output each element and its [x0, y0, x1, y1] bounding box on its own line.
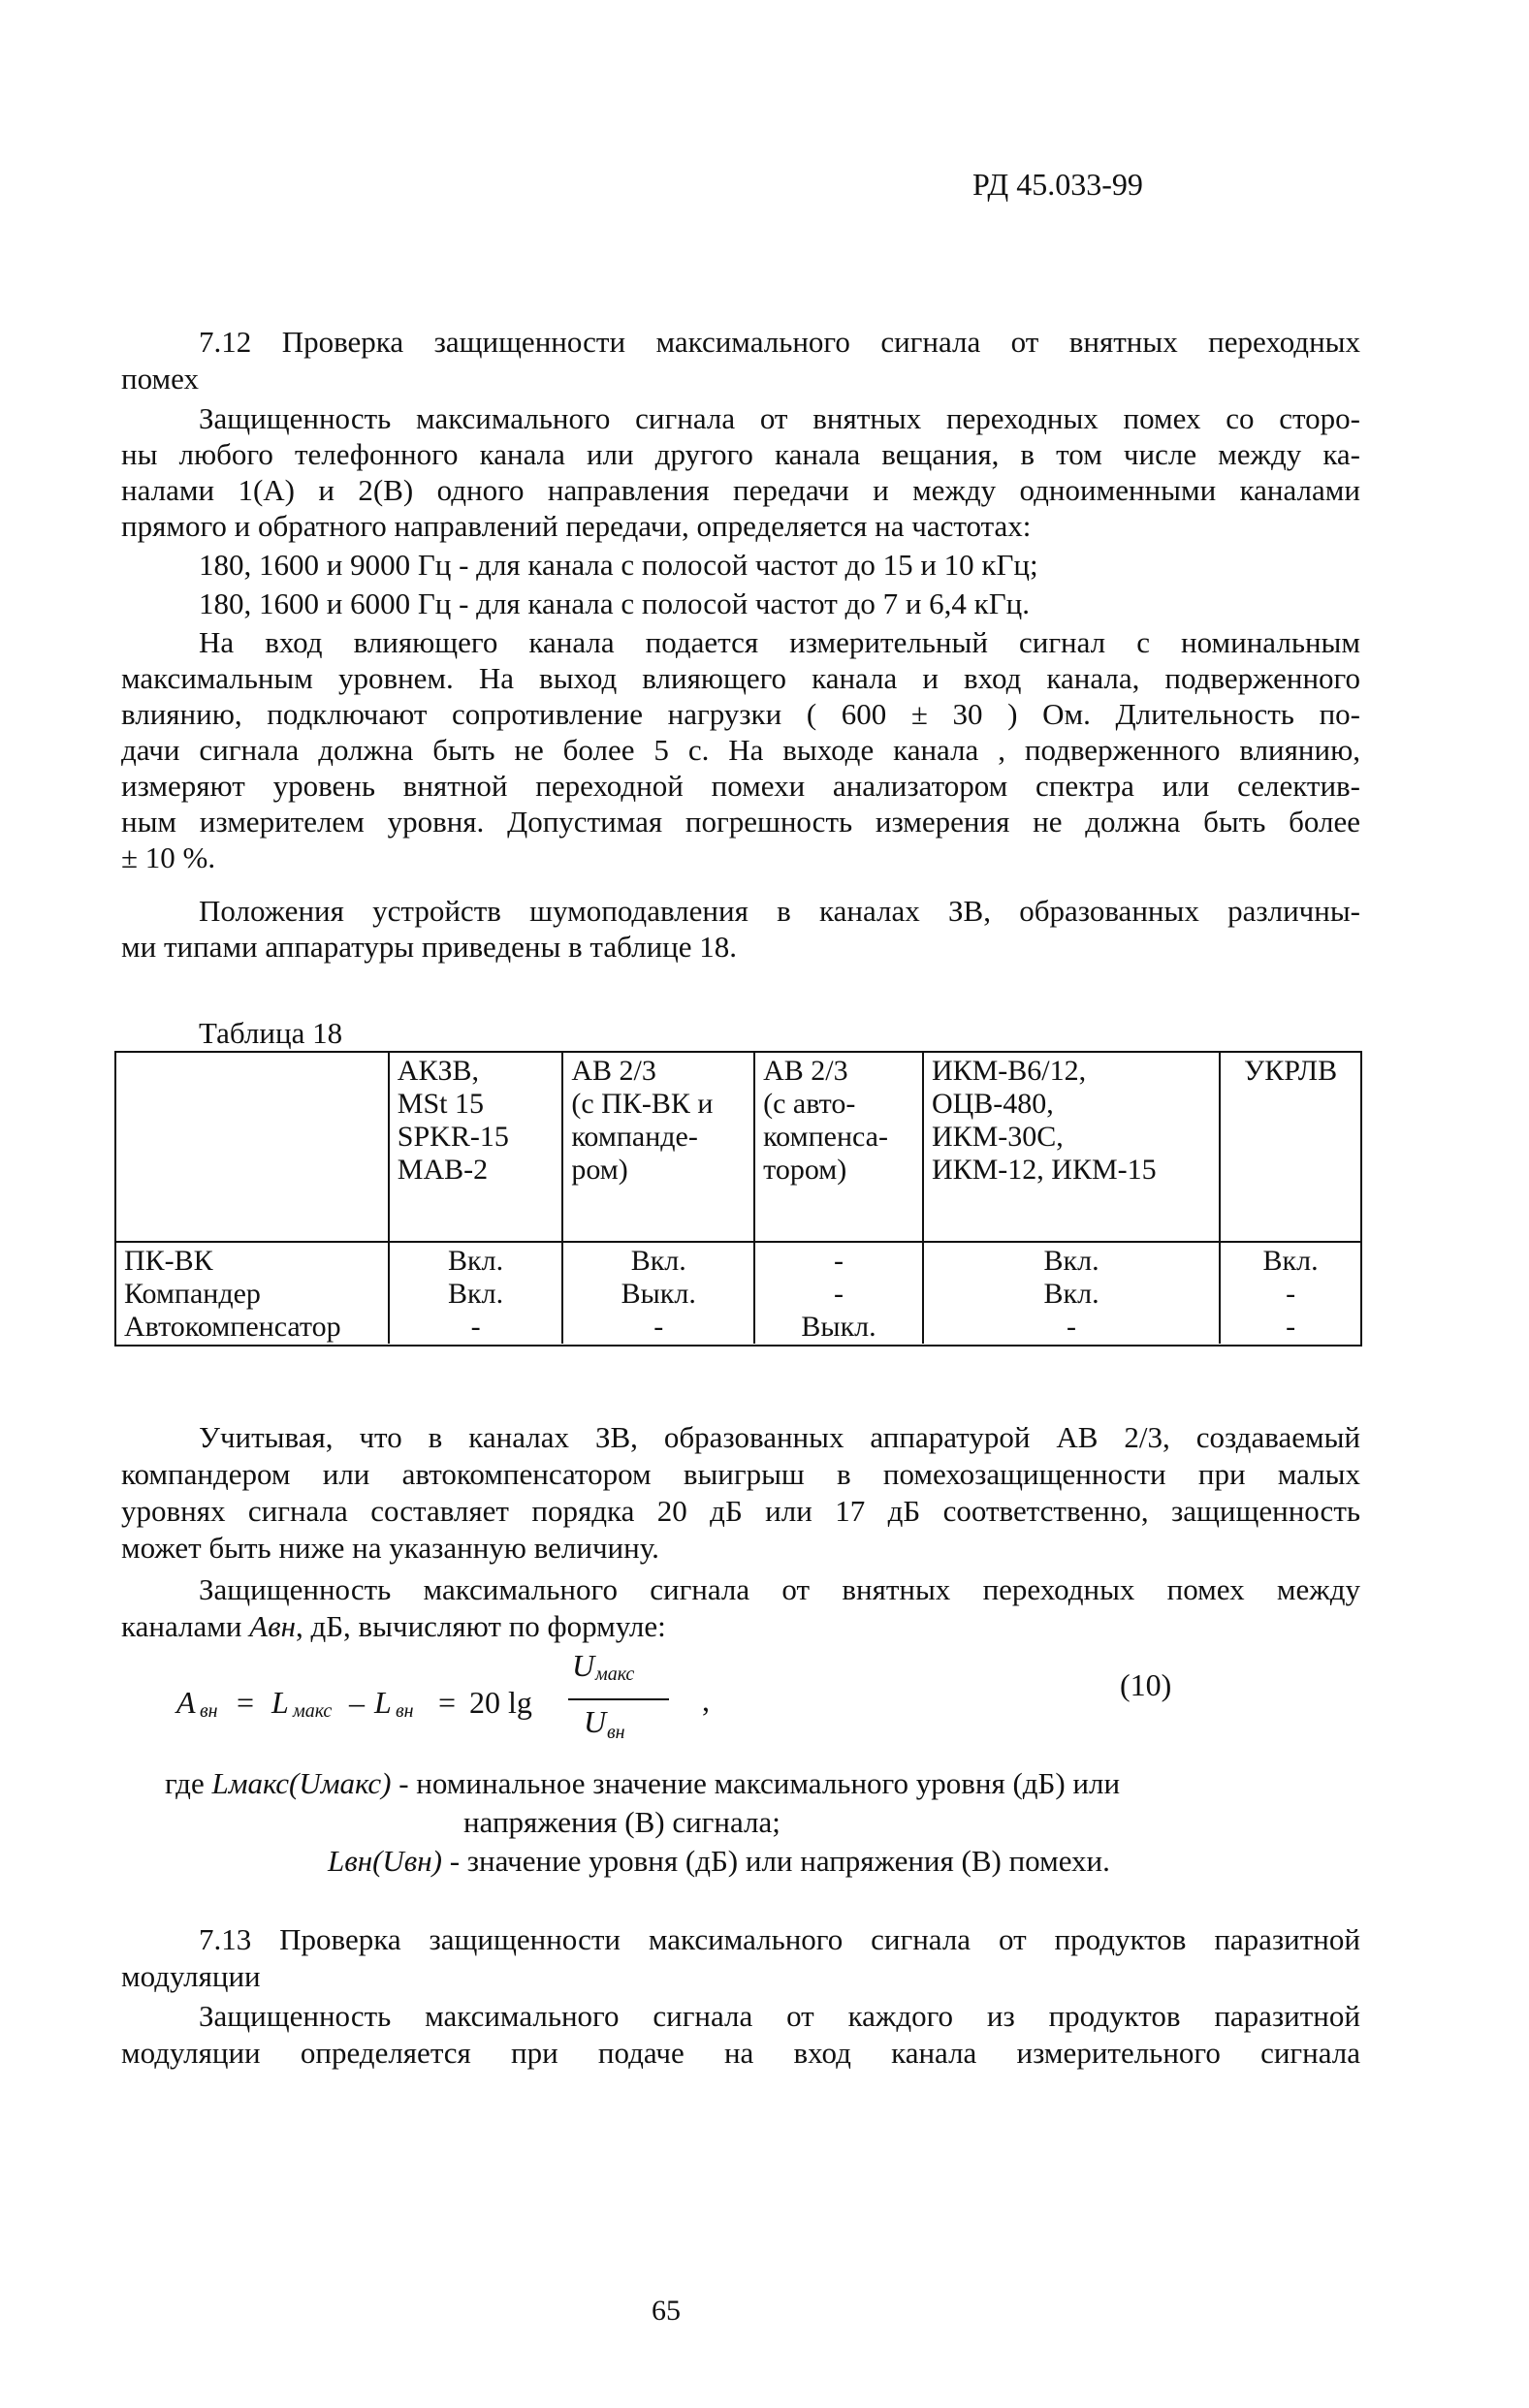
- formula-function: 20 lg: [469, 1685, 532, 1720]
- formula-subscript: вн: [396, 1700, 414, 1722]
- table-cell: Вкл.: [448, 1245, 504, 1277]
- paragraph-line: Учитывая, что в каналах ЗВ, образованных аппаратурой АВ 2/3, создаваемый: [199, 1420, 1360, 1454]
- where-line: [328, 1844, 1110, 1879]
- table-cell: -: [1067, 1311, 1077, 1343]
- frequency-line: 180, 1600 и 6000 Гц - для канала с полосой частот до 7 и 6,4 кГц.: [199, 586, 1030, 620]
- paragraph-line: На вход влияющего канала подается измерительный сигнал с номинальным: [199, 625, 1360, 659]
- table-row: [115, 1242, 1361, 1344]
- formula-subscript: вн: [607, 1722, 625, 1743]
- table-header-cell: УКРЛВ: [1220, 1052, 1361, 1242]
- table-cell: Вкл.: [1043, 1245, 1099, 1277]
- formula-symbol: L: [271, 1685, 289, 1720]
- table-cell: -: [834, 1245, 844, 1277]
- paragraph-line: может быть ниже на указанную величину.: [121, 1531, 659, 1565]
- paragraph-line: дачи сигнала должна быть не более 5 с. На выходе канала , подверженного влиянию,: [121, 733, 1360, 767]
- section-7-12-title: 7.12 Проверка защищенности максимального сигнала от внятных переходных: [199, 325, 1360, 359]
- table-cell: -: [1286, 1311, 1296, 1343]
- formula-symbol: U: [572, 1648, 595, 1683]
- table-header-cell: АКЗВ, MSt 15 SPKR-15 MAB-2: [389, 1052, 563, 1242]
- section-7-12-title-cont: помех: [121, 362, 199, 396]
- text: - номинальное значение максимального уровня (дБ) или: [391, 1766, 1121, 1800]
- table-caption: Таблица 18: [199, 1016, 343, 1050]
- formula-number: (10): [1120, 1667, 1172, 1702]
- formula-subscript: макс: [293, 1700, 333, 1722]
- frequency-line: 180, 1600 и 9000 Гц - для канала с полосой частот до 15 и 10 кГц;: [199, 548, 1038, 582]
- formula-subscript: вн: [200, 1700, 218, 1722]
- paragraph-line: уровнях сигнала составляет порядка 20 дБ или 17 дБ соответственно, защищенность: [121, 1494, 1360, 1528]
- table-cell: Компандер: [124, 1278, 261, 1310]
- paragraph-line: компандером или автокомпенсатором выигрыш в помехозащищенности при малых: [121, 1457, 1360, 1491]
- paragraph-line: Защищенность максимального сигнала от внятных переходных помех со сторо-: [199, 401, 1360, 435]
- formula-symbol: U: [584, 1704, 607, 1739]
- page-number: 65: [652, 2295, 681, 2327]
- formula-operator: =: [438, 1685, 457, 1720]
- table-cell: -: [653, 1311, 664, 1343]
- table-header-cell: ИКМ-В6/12, ОЦВ-480, ИКМ-30С, ИКМ-12, ИКМ-15: [923, 1052, 1220, 1242]
- text: каналами: [121, 1609, 250, 1643]
- section-7-13-title: 7.13 Проверка защищенности максимального сигнала от продуктов паразитной: [199, 1922, 1360, 1956]
- fraction-bar: [568, 1698, 669, 1700]
- formula-comma: ,: [702, 1683, 710, 1718]
- document-code: РД 45.033-99: [972, 167, 1143, 202]
- table-cell: Вкл.: [630, 1245, 686, 1277]
- paragraph-line: Защищенность максимального сигнала от каждого из продуктов паразитной: [199, 1999, 1360, 2033]
- formula-10: [176, 1648, 778, 1745]
- table-cell: Выкл.: [801, 1311, 876, 1343]
- table-cell: -: [834, 1278, 844, 1310]
- table-cell: Вкл.: [1043, 1278, 1099, 1310]
- table-cell: -: [1286, 1278, 1296, 1310]
- text: где: [165, 1766, 212, 1800]
- formula-operator: =: [237, 1685, 255, 1720]
- paragraph-line: налами 1(А) и 2(В) одного направления передачи и между одноименными каналами: [121, 473, 1360, 507]
- paragraph-line: [121, 1609, 666, 1644]
- table-cell: Выкл.: [621, 1278, 696, 1310]
- paragraph-line: измеряют уровень внятной переходной помехи анализатором спектра или селектив-: [121, 769, 1360, 803]
- paragraph-line: ми типами аппаратуры приведены в таблице 18.: [121, 930, 738, 964]
- section-7-13-title-cont: модуляции: [121, 1959, 261, 1993]
- table-cell: Автокомпенсатор: [124, 1311, 341, 1343]
- paragraph-line: максимальным уровнем. На выход влияющего канала и вход канала, подверженного: [121, 661, 1360, 695]
- paragraph-line: влиянию, подключают сопротивление нагрузки ( 600 ± 30 ) Ом. Длительность по-: [121, 697, 1360, 731]
- table-cell: ПК-ВК: [124, 1245, 213, 1277]
- table-header-cell: АВ 2/3 (с авто- компенса- тором): [754, 1052, 923, 1242]
- table-cell: -: [470, 1311, 481, 1343]
- where-line: напряжения (В) сигнала;: [463, 1805, 780, 1839]
- table-cell: Вкл.: [1262, 1245, 1319, 1277]
- formula-symbol: L: [374, 1685, 392, 1720]
- paragraph-line: прямого и обратного направлений передачи, определяется на частотах:: [121, 509, 1032, 543]
- table-18: [114, 1051, 1362, 1347]
- table-header-cell: [115, 1052, 389, 1242]
- paragraph-line: модуляции определяется при подаче на вход канала измерительного сигнала: [121, 2036, 1360, 2070]
- paragraph-line: ± 10 %.: [121, 840, 216, 874]
- variable: Lвн(Uвн): [328, 1844, 442, 1878]
- variable: Авн: [249, 1609, 296, 1643]
- paragraph-line: ны любого телефонного канала или другого канала вещания, в том числе между ка-: [121, 437, 1360, 471]
- text: - значение уровня (дБ) или напряжения (В) помехи.: [441, 1844, 1110, 1878]
- variable: Lмакс(Uмакс): [211, 1766, 392, 1800]
- table-header-cell: АВ 2/3 (с ПК-ВК и компанде- ром): [562, 1052, 754, 1242]
- paragraph-line: ным измерителем уровня. Допустимая погрешность измерения не должна быть более: [121, 805, 1360, 839]
- text: , дБ, вычисляют по формуле:: [295, 1609, 666, 1643]
- table-cell: Вкл.: [448, 1278, 504, 1310]
- formula-operator: –: [349, 1685, 365, 1720]
- paragraph-line: Защищенность максимального сигнала от внятных переходных помех между: [199, 1572, 1360, 1606]
- formula-subscript: макс: [595, 1663, 635, 1685]
- where-line: [165, 1766, 1120, 1801]
- formula-symbol: A: [176, 1685, 196, 1720]
- table-header-row: [115, 1052, 1361, 1242]
- paragraph-line: Положения устройств шумоподавления в каналах ЗВ, образованных различны-: [199, 894, 1360, 928]
